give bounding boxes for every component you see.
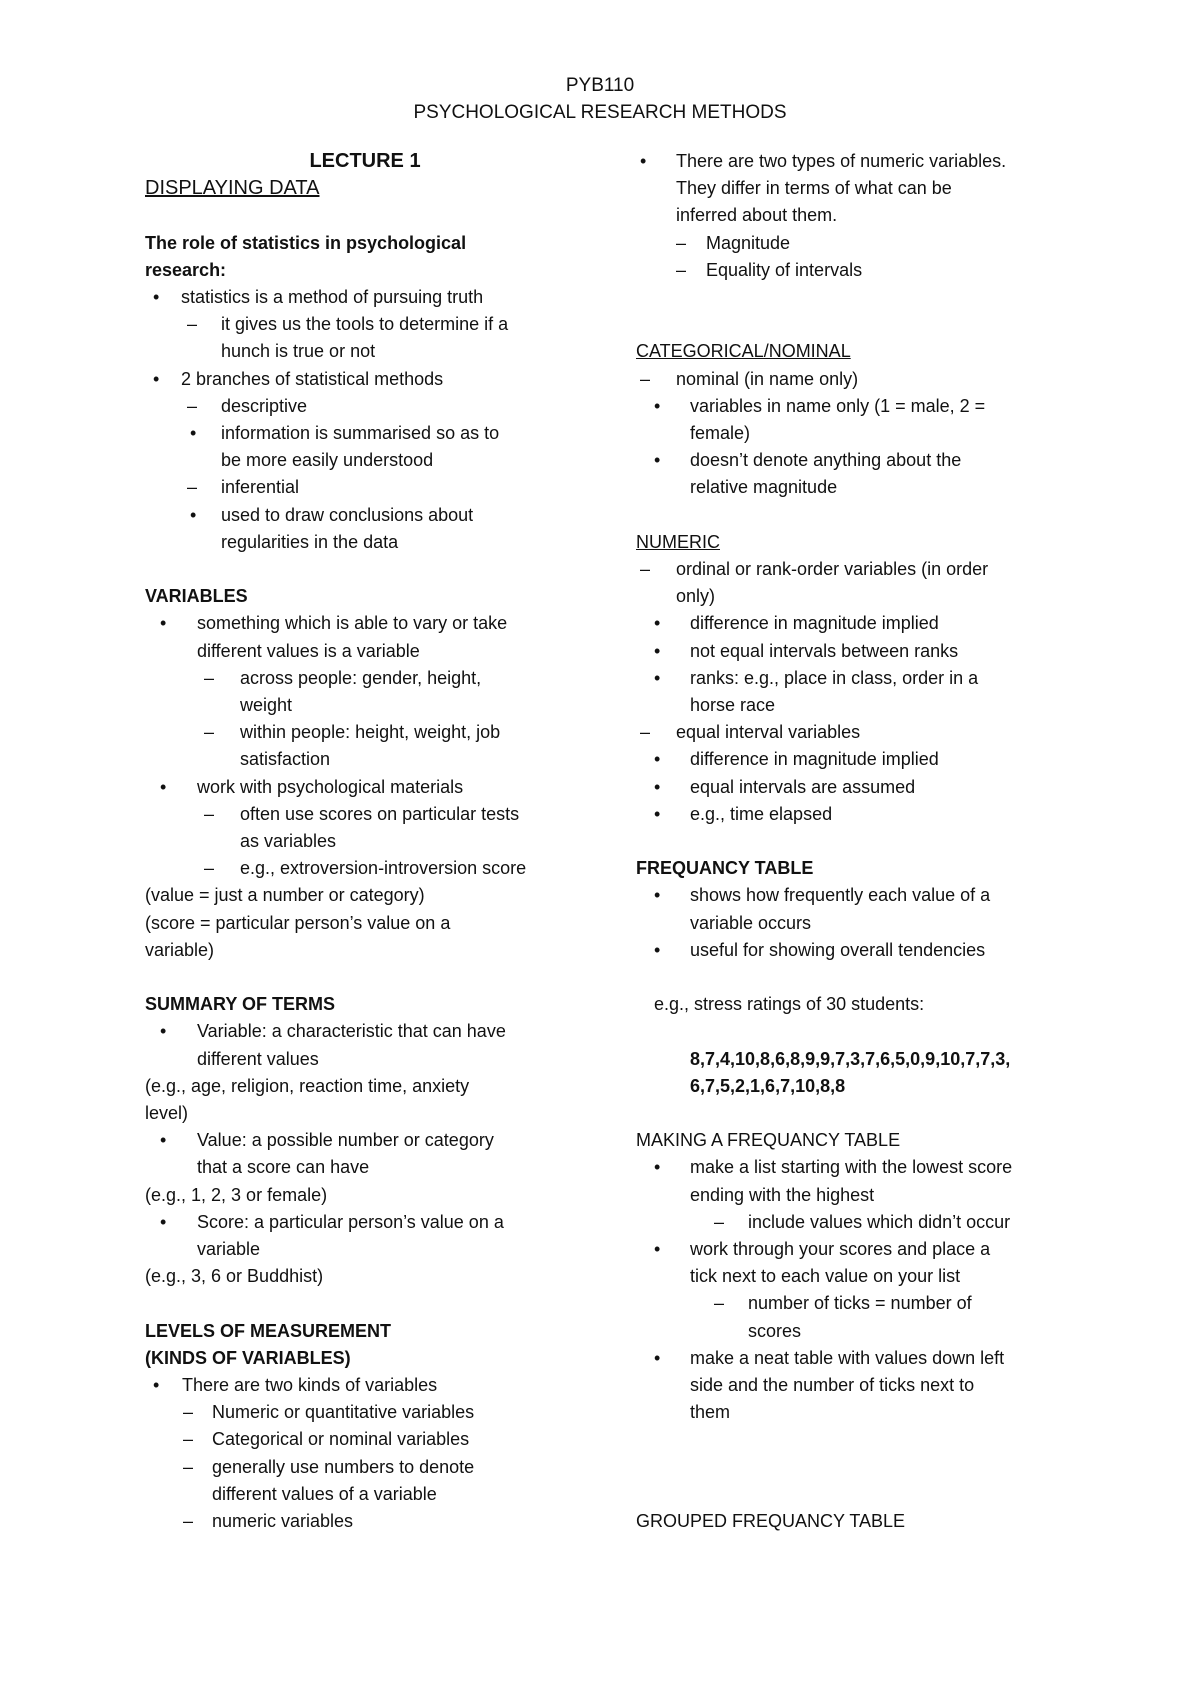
page-header [0,72,1200,126]
list-item: • There are two kinds of variables [145,1372,585,1399]
role-heading: The role of statistics in psychological [145,232,467,253]
dash-marker: – [676,259,687,280]
list-item: • variables in name only (1 = male, 2 = [636,393,1076,420]
list-item-cont: tick next to each value on your list [690,1266,961,1287]
section-title: DISPLAYING DATA [145,177,320,200]
list-item: • Score: a particular person’s value on a [145,1209,585,1236]
bullet-marker: • [654,450,661,471]
note-line: variable) [145,939,215,960]
list-item-cont: horse race [690,695,776,716]
dash-marker: – [640,368,651,389]
note-line: (e.g., 1, 2, 3 or female) [145,1184,328,1205]
list-item: – nominal (in name only) [636,366,1076,393]
summary-heading: SUMMARY OF TERMS [145,994,336,1015]
bullet-marker: • [190,423,197,444]
role-heading-cont: research: [145,259,227,280]
example-data-cont: 6,7,5,2,1,6,7,10,8,8 [690,1075,846,1096]
bullet-marker: • [654,749,661,770]
dash-marker: – [640,559,651,579]
list-item: • make a list starting with the lowest score [636,1154,1076,1181]
right-column [636,148,1076,1535]
dash-marker: – [714,1211,725,1232]
dash-marker: – [187,314,198,335]
list-item: – include values which didn’t occur [636,1209,1076,1236]
categorical-heading: CATEGORICAL/NOMINAL [636,341,851,362]
note-line: (e.g., 3, 6 or Buddhist) [145,1266,324,1287]
list-item: – inferential [145,474,585,501]
dash-marker: – [183,1429,194,1450]
list-item-cont: relative magnitude [690,477,838,498]
list-item: – generally use numbers to denote [145,1454,585,1481]
dash-marker: – [183,1402,194,1423]
list-item-cont: variable occurs [690,912,812,933]
grouped-heading: GROUPED FREQUANCY TABLE [636,1511,906,1531]
list-item: • work through your scores and place a [636,1236,1076,1263]
list-item-cont: side and the number of ticks next to [690,1375,975,1396]
example-label: e.g., stress ratings of 30 students: [654,994,925,1015]
bullet-marker: • [153,287,160,307]
dash-marker: – [187,477,198,498]
list-item: • ranks: e.g., place in class, order in a [636,665,1076,692]
frequency-heading: FREQUANCY TABLE [636,858,814,879]
list-item: • information is summarised so as to [145,420,585,447]
bullet-marker: • [654,1239,661,1260]
example-data: 8,7,4,10,8,6,8,9,9,7,3,7,6,5,0,9,10,7,7,3, [690,1048,1011,1069]
list-item: • Variable: a characteristic that can have [145,1018,585,1045]
dash-marker: – [204,803,215,824]
list-item: • shows how frequently each value of a [636,882,1076,909]
list-item: – it gives us the tools to determine if a [145,311,585,338]
list-item-cont: weight [240,695,293,716]
list-item: • something which is able to vary or take [145,610,585,637]
dash-marker: – [187,395,198,416]
list-item: • doesn’t denote anything about the [636,447,1076,474]
list-item: – numeric variables [145,1508,585,1535]
dash-marker: – [204,667,215,688]
dash-marker: – [640,722,651,743]
list-item: • difference in magnitude implied [636,610,1076,637]
list-item: – within people: height, weight, job [145,719,585,746]
list-item: – e.g., extroversion-introversion score [145,855,585,882]
list-item-cont: satisfaction [240,749,331,770]
list-item: • make a neat table with values down left [636,1345,1076,1372]
numeric-heading: NUMERIC [636,531,720,552]
list-item: – Magnitude [636,230,1076,257]
bullet-marker: • [190,504,197,525]
dash-marker: – [714,1293,725,1314]
list-item: • 2 branches of statistical methods [145,366,585,393]
note-line: level) [145,1103,189,1124]
list-item-cont: female) [690,423,751,443]
list-item: – descriptive [145,393,585,420]
list-item-cont: them [690,1402,731,1423]
list-item: – Equality of intervals [636,257,1076,284]
list-item-cont: inferred about them. [676,205,838,226]
list-item-cont: be more easily understood [221,450,434,471]
note-line: (e.g., age, religion, reaction time, anxiety [145,1075,470,1096]
list-item-cont: scores [748,1320,802,1341]
note-line: (value = just a number or category) [145,885,425,906]
bullet-marker: • [654,613,661,634]
list-item: – Numeric or quantitative variables [145,1399,585,1426]
bullet-marker: • [153,368,160,389]
list-item: • e.g., time elapsed [636,801,1076,828]
list-item-cont: as variables [240,831,337,852]
bullet-marker: • [160,1130,167,1151]
bullet-marker: • [160,613,167,634]
bullet-marker: • [654,776,661,797]
bullet-marker: • [654,667,661,688]
list-item: • equal intervals are assumed [636,774,1076,801]
list-item-cont: They differ in terms of what can be [676,178,952,199]
list-item: – across people: gender, height, [145,665,585,692]
bullet-marker: • [160,776,167,797]
course-code: PYB110 [565,75,635,96]
list-item: • difference in magnitude implied [636,746,1076,773]
list-item: • not equal intervals between ranks [636,638,1076,665]
list-item: • There are two types of numeric variables. [636,148,1076,175]
bullet-marker: • [153,1375,160,1396]
list-item: – ordinal or rank-order variables (in order [636,556,1076,583]
list-item-cont: ending with the highest [690,1184,875,1205]
list-item-cont: hunch is true or not [221,341,376,362]
list-item: • statistics is a method of pursuing truth [145,284,585,311]
left-column [145,148,585,1535]
bullet-marker: • [654,885,661,906]
bullet-marker: • [654,395,661,416]
bullet-marker: • [654,640,661,661]
dash-marker: – [676,232,687,253]
dash-marker: – [183,1456,194,1477]
course-title: PSYCHOLOGICAL RESEARCH METHODS [413,102,787,123]
list-item-cont: different values is a variable [197,640,420,661]
bullet-marker: • [654,939,661,960]
variables-heading: VARIABLES [145,586,248,607]
bullet-marker: • [160,1211,167,1232]
bullet-marker: • [654,803,661,824]
dash-marker: – [204,722,215,743]
list-item: – often use scores on particular tests [145,801,585,828]
bullet-marker: • [654,1157,661,1178]
levels-heading: LEVELS OF MEASUREMENT [145,1320,392,1341]
list-item: • work with psychological materials [145,774,585,801]
list-item-cont: variable [197,1239,261,1260]
list-item: • useful for showing overall tendencies [636,937,1076,964]
list-item-cont: different values of a variable [212,1483,437,1504]
list-item-cont: different values [197,1048,319,1069]
list-item-cont: only) [676,586,716,607]
list-item: • Value: a possible number or category [145,1127,585,1154]
list-item: • used to draw conclusions about [145,502,585,529]
making-heading: MAKING A FREQUANCY TABLE [636,1130,901,1151]
dash-marker: – [204,858,215,879]
dash-marker: – [183,1511,194,1532]
bullet-marker: • [654,1347,661,1368]
note-line: (score = particular person’s value on a [145,912,451,933]
list-item-cont: that a score can have [197,1157,370,1178]
list-item: – equal interval variables [636,719,1076,746]
lecture-title: LECTURE 1 [309,150,421,172]
list-item: – Categorical or nominal variables [145,1426,585,1453]
list-item: – number of ticks = number of [636,1290,1076,1317]
bullet-marker: • [160,1021,167,1042]
bullet-marker: • [640,151,647,171]
list-item-cont: regularities in the data [221,531,399,552]
levels-subheading: (KINDS OF VARIABLES) [145,1347,351,1368]
